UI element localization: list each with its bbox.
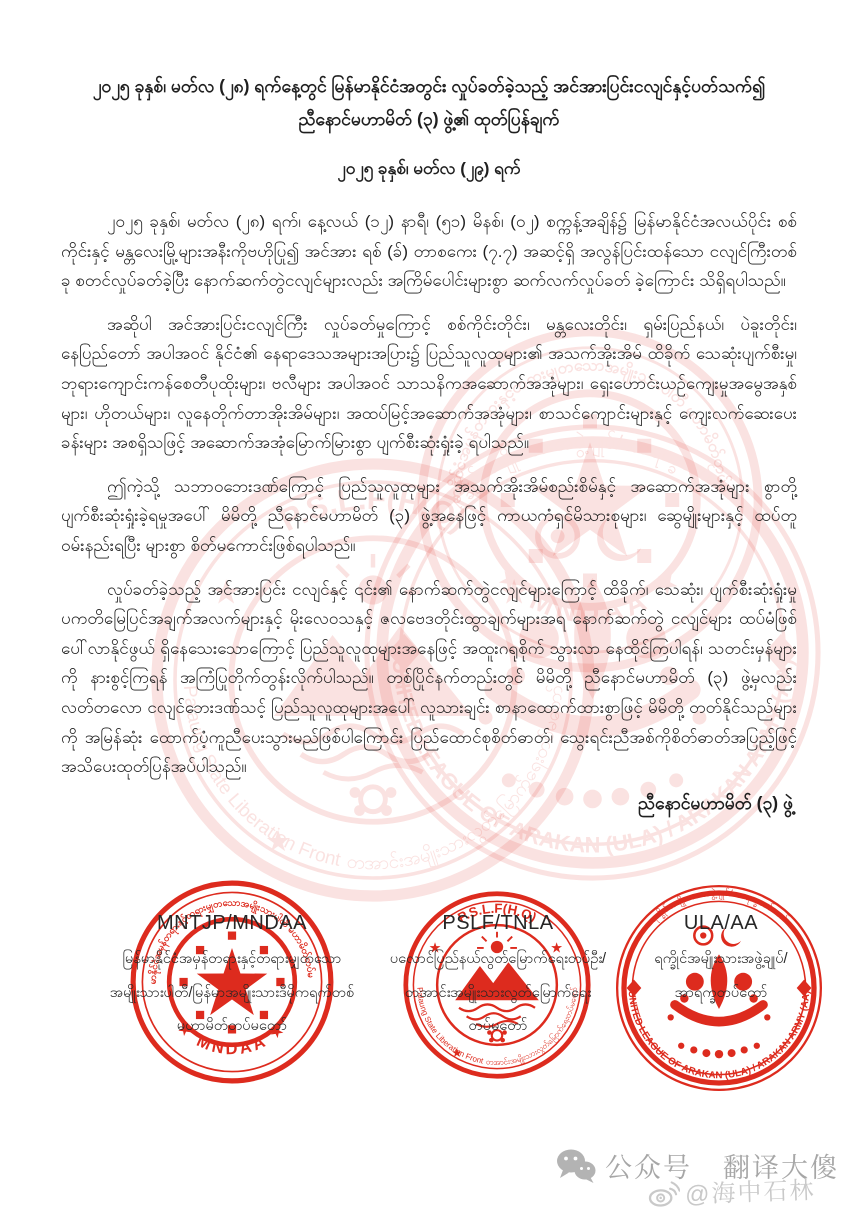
paragraph-4: လှုပ်ခတ်ခဲ့သည့် အင်အားပြင်း ငလျင်နှင့် ၎င်း၏ နောက်ဆက်တွဲငလျင်များကြောင့် ထိခိုက်၊ သေဆုံး၊ ပျက်စီးဆုံးရှုံးမှု ပကတိမြေပြင်အချက်အလက်များနှင့် မိုးလေဝသနှင့် ဇလဗေဒတိုင်းထွာချက်များအရ နောက်ဆက်တွဲ ငလျင်များ ထပ်မံဖြစ်ပေါ်လာနိုင်ဖွယ် ရှိနေသေးသောကြောင့် ပြည်သူလူထုများအနေဖြင့် အထူးဂရုစိုက် သွားလာ နေထိုင်ကြပါရန်၊ သတင်းမှန်များကို နားစွင့်ကြရန် အကြံပြုတိုက်တွန်းလိုက်ပါသည်။ တစ်ပြိုင်နက်တည်းတွင် မိမိတို့ ညီနောင်မဟာမိတ် (၃) ဖွဲ့မှလည်း လတ်တလော ငလျင်ဘေးဒဏ်သင့် ပြည်သူလူထုများအပေါ် လူသားချင်း စာနာထောက်ထားစွာဖြင့် မိမိတို့ တတ်နိုင်သည်များကို အမြန်ဆုံး ထောက်ပံ့ကူညီပေးသွားမည်ဖြစ်ပါကြောင်း ပြည်ထောင်စုစိတ်ဓာတ်၊ သွေးရင်းညီအစ်ကိုစိတ်ဓာတ်အပြည့်ဖြင့် အသိပေးထုတ်ပြန်အပ်ပါသည်။ <box>61 579 797 777</box>
weibo-account-name: @海中石林 <box>684 1177 816 1209</box>
pslf-name-line-3: တပ်မတော် <box>468 1018 528 1034</box>
ula-name-line-2: အာရက္ခတပ်တော် <box>674 984 768 1001</box>
signature-line: ညီနောင်မဟာမိတ် (၃) ဖွဲ့ <box>638 792 793 813</box>
weibo-icon <box>648 1177 681 1208</box>
mndaa-name-line-1: မြန်မာနိုင်ငံအမှန်တရားနှင့်တရားမျှတသော <box>122 951 342 967</box>
mndaa-name-line-2: အမျိုးသားပါတီ/မြန်မာအမျိုးသားဒီမိုကရက်တစ် <box>109 984 355 1001</box>
ula-name-line-1: ရက္ခိုင်အမျိုးသားအဖွဲ့ချုပ်/ <box>654 951 788 967</box>
pslf-name-line-2: တအာင်းအမျိုးသားလွတ်မြောက်ရေး <box>404 984 592 1001</box>
ula-abbreviation: ULA/AA <box>683 912 759 934</box>
weibo-watermark-line <box>647 1170 815 1211</box>
wechat-account-label: 公众号 <box>605 1153 692 1183</box>
mndaa-name-line-3: မဟာမိတ်တပ်မတော် <box>176 1018 288 1034</box>
paragraph-3: ဤကဲ့သို့ သဘာဝဘေးဒဏ်ကြောင့် ပြည်သူလူထုများ အသက်အိုးအိမ်စည်းစိမ်နှင့် အဆောက်အအုံများ စွာတို့ ပျက်စီးဆုံးရှုံးခဲ့ရမှုအပေါ် မိမိတို့ ညီနောင်မဟာမိတ် (၃) ဖွဲ့အနေဖြင့် ကာယကံရှင်မိသားစုများ၊ ဆွေမျိုးများနှင့် ထပ်တူ ဝမ်းနည်းရပြီး များစွာ စိတ်မကောင်းဖြစ်ရပါသည်။ <box>61 476 797 555</box>
statement-body <box>61 0 797 818</box>
social-watermark <box>556 1146 846 1208</box>
pslf-abbreviation: PSLF/TNLA <box>442 912 554 934</box>
paragraph-1: ၂၀၂၅ ခုနှစ်၊ မတ်လ (၂၈) ရက်၊ နေ့လယ် (၁၂) နာရီ၊ (၅၁) မိနစ်၊ (၀၂) စက္ကန့်အချိန်၌ မြန်မာနိုင်ငံအလယ်ပိုင်း စစ်ကိုင်းနှင့် မန္တလေးမြို့များအနီးကိုဗဟိုပြု၍ အင်အား ရစ် (ခ်) တာစကေး (၇.၇) အဆင့်ရှိ အလွန်ပြင်းထန်သော ငလျင်ကြီးတစ်ခု စတင်လှုပ်ခတ်ခဲ့ပြီး နောက်ဆက်တွဲငလျင်များလည်း အကြိမ်ပေါင်းများစွာ ဆက်လက်လှုပ်ခတ် ခဲ့ကြောင်း သိရှိရပါသည်။ <box>61 212 797 291</box>
mndaa-abbreviation: MNTJP/MNDAA <box>157 912 307 934</box>
title-line-2: ညီနောင်မဟာမိတ် (၃) ဖွဲ့၏ ထုတ်ပြန်ချက် <box>298 109 560 129</box>
ula-seal-label <box>607 908 835 1010</box>
mndaa-seal-label <box>72 908 392 1044</box>
statement-date: ၂၀၂၅ ခုနှစ်၊ မတ်လ (၂၉) ရက် <box>337 159 521 178</box>
wechat-icon <box>556 1148 596 1184</box>
pslf-name-line-1: ပလောင်ပြည်နယ်လွတ်မြောက်ရေးတပ်ဦး/ <box>389 951 607 967</box>
pslf-seal-label <box>352 908 644 1044</box>
title-line-1: ၂၀၂၅ ခုနှစ်၊ မတ်လ (၂၈) ရက်နေ့တွင် မြန်မာနိုင်ငံအတွင်း လှုပ်ခတ်ခဲ့သည့် အင်အားပြင်းငလျင်နှင့်ပတ်သက်၍ <box>92 76 766 96</box>
wechat-account-name: 翻译大傻 <box>723 1153 839 1183</box>
paragraph-2: အဆိုပါ အင်အားပြင်းငလျင်ကြီး လှုပ်ခတ်မှုကြောင့် စစ်ကိုင်းတိုင်း၊ မန္တလေးတိုင်း၊ ရှမ်းပြည်နယ်၊ ပဲခူးတိုင်း၊ နေပြည်တော် အပါအဝင် နိုင်ငံ၏ နေရာဒေသအများအပြား၌ ပြည်သူလူထုများ၏ အသက်အိုးအိမ် ထိခိုက် သေဆုံးပျက်စီးမှု၊ ဘုရားကျောင်းကန်စေတီပုထိုးများ၊ ဗလီများ အပါအဝင် သာသနိကအဆောက်အအုံများ၊ ရှေးဟောင်းယဉ်ကျေးမှုအမွေအနှစ်များ၊ ဟိုတယ်များ၊ လူနေတိုက်တာအိုးအိမ်များ၊ အထပ်မြင့်အဆောက်အအုံများ၊ စာသင်ကျောင်းများနှင့် ကျေးလက်ဆေးပေးခန်းများ အစရှိသဖြင့် အဆောက်အအုံမြောက်မြားစွာ ပျက်စီးဆုံးရှုံးခဲ့ ရပါသည်။ <box>61 314 797 453</box>
page-title <box>67 70 791 136</box>
